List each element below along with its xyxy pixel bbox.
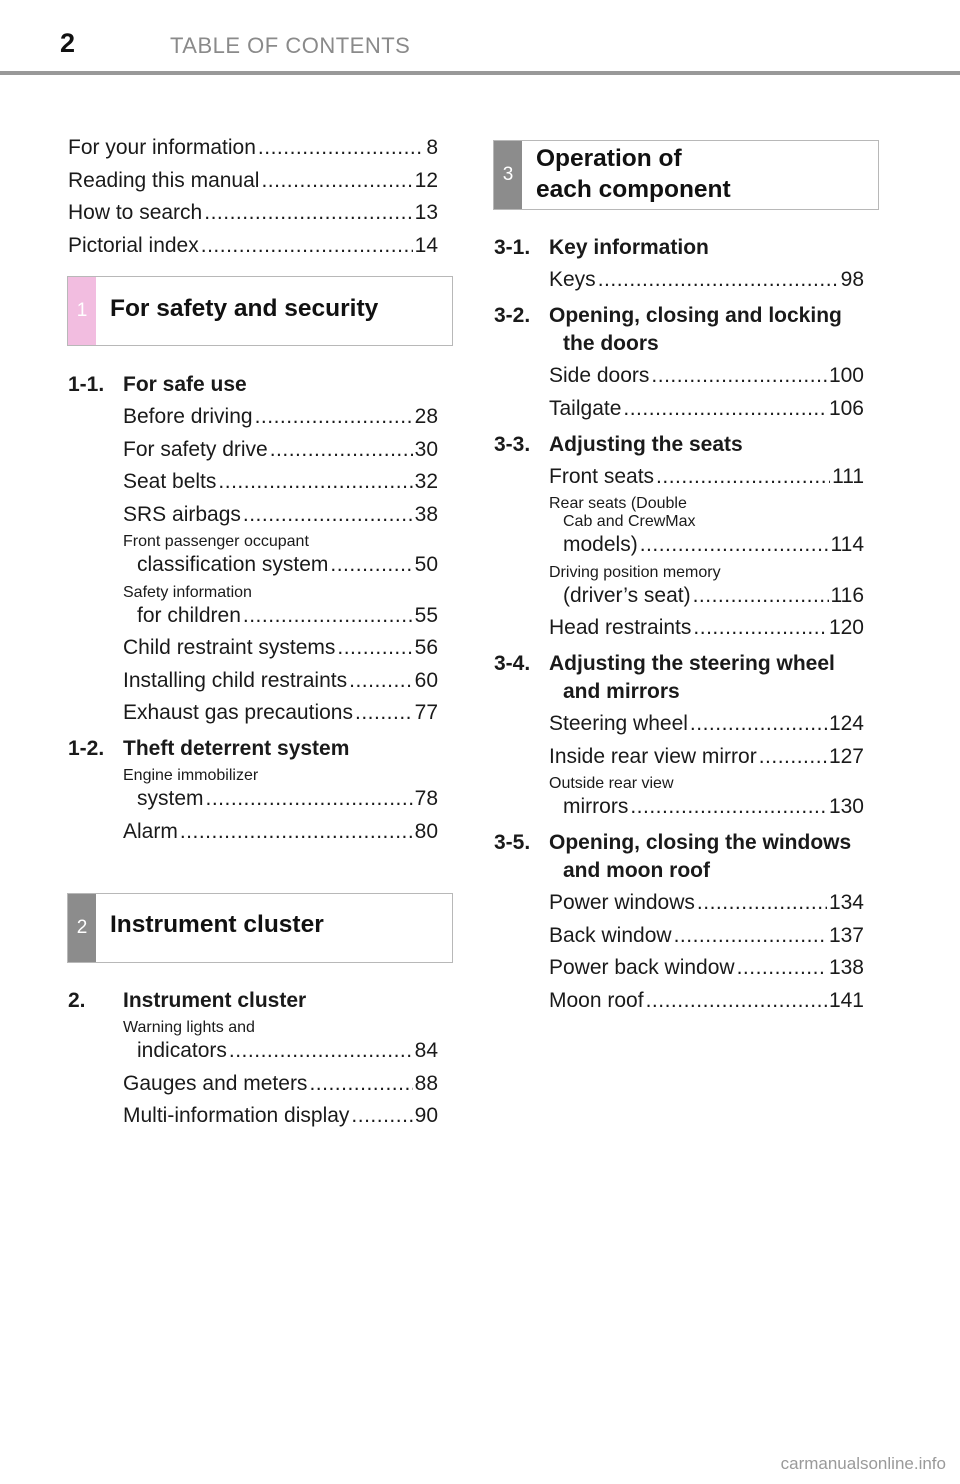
section-heading: 1-2. Theft deterrent system — [68, 737, 350, 760]
chapter-title: For safety and security — [110, 295, 379, 322]
toc-entry[interactable]: Keys ..... 98 — [494, 266, 864, 294]
header-divider — [0, 71, 960, 75]
toc-entry[interactable]: For safety drive ..... 30 — [68, 436, 438, 464]
page-header — [0, 0, 960, 76]
toc-entry[interactable]: Alarm ..... 80 — [68, 818, 438, 846]
section-heading: 3-3. Adjusting the seats — [494, 432, 743, 456]
toc-entry[interactable]: Back window ..... 137 — [494, 922, 864, 950]
chapter-title: Operation of each component — [536, 145, 731, 203]
toc-entry[interactable]: Outside rear view mirrors ..... 130 — [494, 775, 864, 821]
watermark: carmanualsonline.info — [780, 1454, 946, 1473]
section-heading: 2. Instrument cluster — [68, 989, 307, 1012]
toc-entry[interactable]: Rear seats (Double Cab and CrewMax models) ..... 114 — [494, 495, 864, 559]
section-2 — [68, 987, 438, 1130]
toc-entry[interactable]: For your information ..... 8 — [68, 134, 438, 162]
section-heading: 3-5. Opening, closing the windows and moon roof — [494, 831, 852, 882]
toc-column-right — [494, 234, 864, 1015]
toc-entry[interactable]: Moon roof ..... 141 — [494, 987, 864, 1015]
toc-entry[interactable]: Inside rear view mirror ..... 127 — [494, 743, 864, 771]
toc-entry[interactable]: Steering wheel ..... 124 — [494, 710, 864, 738]
toc-entry[interactable]: How to search ..... 13 — [68, 199, 438, 227]
toc-entry[interactable]: Multi-information display ..... 90 — [68, 1102, 438, 1130]
toc-entry[interactable]: Driving position memory (driver’s seat) ..... 116 — [494, 564, 864, 610]
header-title: TABLE OF CONTENTS — [170, 33, 411, 58]
section-heading: 3-4. Adjusting the steering wheel and mirrors — [494, 652, 835, 703]
toc-entry[interactable]: Power back window ..... 138 — [494, 954, 864, 982]
chapter-3-header[interactable] — [493, 140, 879, 210]
toc-entry[interactable]: Power windows ..... 134 — [494, 889, 864, 917]
toc-entry[interactable]: Before driving ..... 28 — [68, 403, 438, 431]
toc-entry[interactable]: Warning lights and indicators ..... 84 — [68, 1019, 438, 1065]
section-heading: 1-1. For safe use — [68, 373, 247, 396]
chapter-2-header[interactable] — [67, 893, 453, 963]
toc-entry[interactable]: Head restraints ..... 120 — [494, 614, 864, 642]
toc-entry[interactable]: Front seats ..... 111 — [494, 463, 864, 491]
page-number: 2 — [60, 28, 76, 58]
toc-entry[interactable]: Engine immobilizer system ..... 78 — [68, 767, 438, 813]
toc-entry[interactable]: Safety information for children ..... 55 — [68, 584, 438, 630]
toc-entry[interactable]: Installing child restraints ..... 60 — [68, 667, 438, 695]
chapter-1-header[interactable] — [67, 276, 453, 346]
toc-entry[interactable]: Gauges and meters ..... 88 — [68, 1070, 438, 1098]
section-heading: 3-1. Key information — [494, 236, 709, 259]
toc-entry[interactable]: Seat belts ..... 32 — [68, 468, 438, 496]
chapter-title: Instrument cluster — [110, 911, 324, 938]
toc-entry[interactable]: Front passenger occupant classification system ..... 50 — [68, 533, 438, 579]
chapter-tab: 2 — [68, 894, 96, 962]
toc-entry[interactable]: Reading this manual ..... 12 — [68, 167, 438, 195]
toc-entry[interactable]: Pictorial index ..... 14 — [68, 232, 438, 260]
toc-entry[interactable]: Tailgate ..... 106 — [494, 395, 864, 423]
chapter-tab: 3 — [494, 141, 522, 209]
toc-top-entries — [68, 134, 438, 264]
toc-entry[interactable]: Side doors ..... 100 — [494, 362, 864, 390]
section-heading: 3-2. Opening, closing and locking the doors — [494, 304, 842, 355]
toc-entry[interactable]: Child restraint systems ..... 56 — [68, 634, 438, 662]
chapter-tab: 1 — [68, 277, 96, 345]
toc-entry[interactable]: Exhaust gas precautions ..... 77 — [68, 699, 438, 727]
section-1-1 — [68, 371, 438, 846]
toc-entry[interactable]: SRS airbags ..... 38 — [68, 501, 438, 529]
